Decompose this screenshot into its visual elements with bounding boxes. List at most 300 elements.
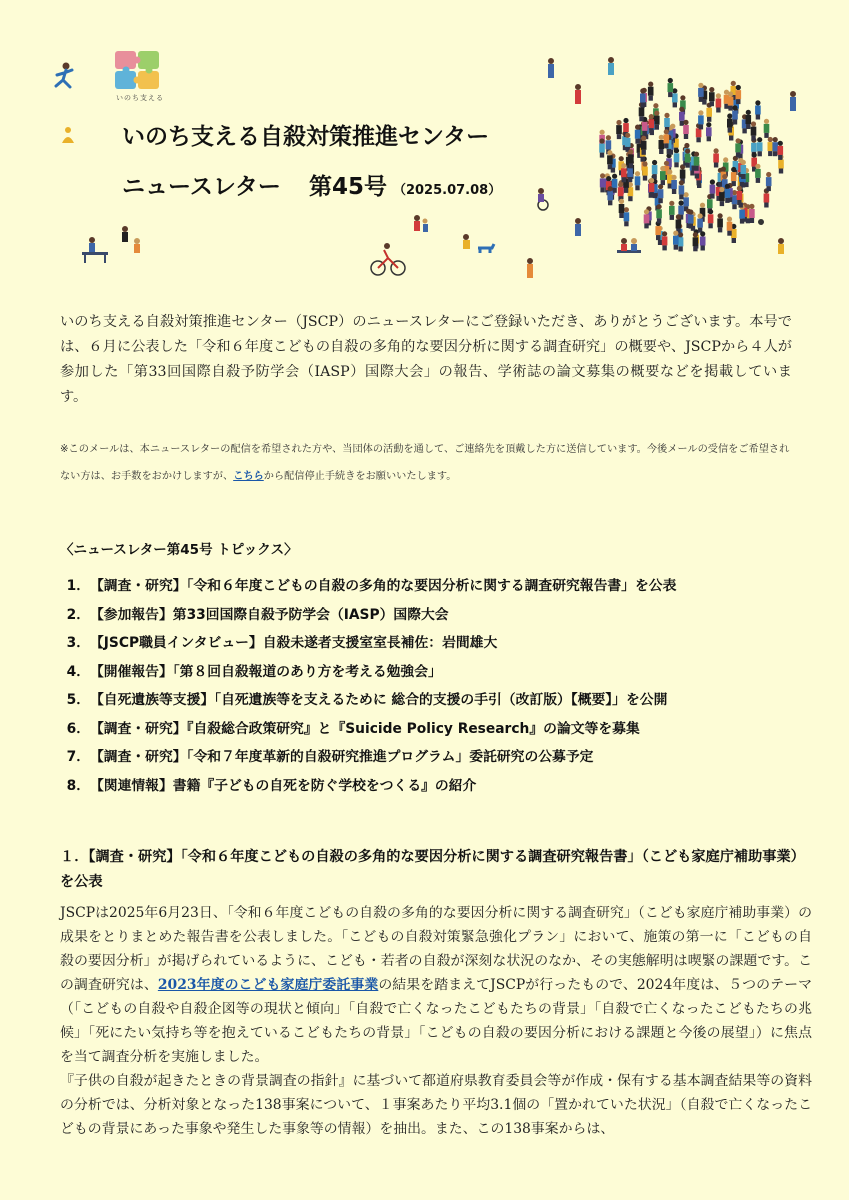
crowd-person-legs (659, 149, 663, 154)
crowd-person-body (764, 124, 770, 133)
crowd-person-body (674, 153, 680, 162)
crowd-person-legs (773, 151, 777, 156)
crowd-person-head (635, 125, 640, 130)
crowd-person-body (625, 138, 631, 147)
crowd-person-body (751, 127, 757, 136)
crowd-person-head (669, 201, 674, 206)
crowd-person-body (628, 187, 634, 196)
crowd-person-head (710, 179, 715, 184)
crowd-person-legs (718, 227, 722, 232)
crowd-person-body (678, 237, 684, 246)
crowd-person-body (621, 168, 627, 177)
crowd-person-legs (662, 245, 666, 250)
crowd-person-legs (641, 103, 645, 108)
crowd-person-body (627, 168, 633, 177)
crowd-person-head (619, 156, 624, 161)
crowd-person-head (612, 174, 617, 179)
crowd-person-head (674, 148, 679, 153)
crowd-person-head (600, 130, 605, 135)
crowd-person-head (737, 186, 742, 191)
crowd-person-head (716, 93, 721, 98)
crowd-person-body (710, 185, 716, 194)
crowd-person-head (718, 213, 723, 218)
crowd-person-head (664, 161, 669, 166)
crowd-person-legs (635, 139, 639, 144)
crowd-person-head (719, 187, 724, 192)
crowd-person-body (668, 83, 674, 92)
crowd-person-head (752, 152, 757, 157)
person-figure (62, 127, 74, 143)
crowd-person-head (727, 113, 732, 118)
crowd-person-legs (741, 174, 745, 179)
crowd-person-legs (639, 116, 643, 121)
crowd-person-body (635, 130, 641, 139)
crowd-person-legs (643, 176, 647, 181)
crowd-person-legs (736, 152, 740, 157)
crowd-person-body (641, 141, 647, 150)
crowd-person-body (737, 191, 743, 200)
crowd-person-legs (664, 143, 668, 148)
crowd-person-legs (617, 134, 621, 139)
crowd-person-head (679, 200, 684, 205)
crowd-person-body (731, 172, 737, 181)
crowd-person-body (683, 125, 689, 134)
crowd-person-body (719, 192, 725, 201)
crowd-person-legs (658, 198, 662, 203)
crowd-person-legs (655, 125, 659, 130)
newsletter-title: ニュースレター (122, 174, 281, 200)
crowd-person-body (649, 183, 655, 192)
crowd-person-legs (699, 124, 703, 129)
section1-body (60, 901, 812, 1141)
crowd-person-head (700, 231, 705, 236)
org-title: いのち支える自殺対策推進センター (122, 124, 490, 150)
crowd-person-body (736, 90, 742, 99)
crowd-person-body (768, 142, 774, 151)
crowd-person-head (628, 149, 633, 154)
crowd-person-legs (690, 171, 694, 176)
crowd-person-head (654, 111, 659, 116)
crowd-person-head (657, 204, 662, 209)
crowd-person-legs (624, 221, 628, 226)
crowd-person-body (648, 87, 654, 96)
crowd-person-body (669, 206, 675, 215)
crowd-person-head (698, 213, 703, 218)
crowd-person-legs (661, 180, 665, 185)
newsletter-title-line (122, 168, 501, 201)
topic-item[interactable]: 1．【調査・研究】「令和６年度こどもの自殺の多角的な要因分析に関する調査研究報告書」を公表 (66, 578, 677, 594)
crowd-person-body (612, 179, 618, 188)
crowd-person-head (635, 171, 640, 176)
crowd-person-body (741, 165, 747, 174)
jscp-logo-icon (114, 50, 160, 90)
crowd-person-body (671, 180, 677, 189)
crowd-person-legs (778, 155, 782, 160)
crowd-person-body (606, 140, 612, 149)
crowd-person-head (649, 178, 654, 183)
crowd-person-legs (622, 177, 626, 182)
crowd-person-head (698, 110, 703, 115)
topic-item[interactable]: 6．【調査・研究】『自殺総合政策研究』と『Suicide Policy Research』の論文等を募集 (66, 720, 640, 737)
crowd-person-body (716, 99, 722, 108)
section1-title: １．【調査・研究】「令和６年度こどもの自殺の多角的な要因分析に関する調査研究報告書」（こども家庭庁補助事業）を公表 (60, 849, 805, 890)
crowd-person-legs (716, 108, 720, 113)
crowd-person-legs (649, 128, 653, 133)
crowd-person-head (679, 107, 684, 112)
crowd-person-body (642, 122, 648, 131)
crowd-person-body (652, 165, 658, 174)
crowd-person-head (757, 137, 762, 142)
crowd-person-legs (670, 215, 674, 220)
section1-paragraph: JSCPは2025年6月23日、「令和６年度こどもの自殺の多角的な要因分析に関する調査研究」（こども家庭庁補助事業）の成果をとりまとめた報告書を公表しました。「こどもの自殺対策緊急強化プラン」において、施策の第一に「こどもの自殺の要因分析」が掲げられているように、こども・若者の自殺が深刻な状況のなか、その実態解明は喫緊の課題です。この調査研究は、2023年度のこども家庭庁委託事業の結果を踏まえてJSCPが行ったもので、2024年度は、５つのテーマ（「こどもの自殺や自殺企図等の現状と傾向」「自殺で亡くなったこどもたちの背景」「自殺で亡くなったこどもたちの兆候」「死にたい気持ち等を抱えているこどもたちの背景」「こどもの自殺の要因分析における課題と今後の展望」）に焦点を当て調査分析を実施しました。 (60, 905, 812, 1065)
crowd-person-head (680, 95, 685, 100)
logo-caption: いのち支える (116, 94, 164, 102)
crowd-person-body (764, 194, 770, 203)
crowd-person-body (725, 189, 731, 198)
crowd-person-head (727, 217, 732, 222)
crowd-person-body (654, 116, 660, 125)
crowd-person-legs (644, 223, 648, 228)
crowd-person-body (757, 142, 763, 151)
crowd-person-body (600, 178, 606, 187)
crowd-person-legs (612, 188, 616, 193)
crowd-person-body (755, 169, 761, 178)
issue-number: 第45号 (308, 174, 387, 200)
crowd-person-head (621, 163, 626, 168)
crowd-person-head (625, 133, 630, 138)
crowd-person-legs (699, 97, 703, 102)
crowd-person-legs (679, 194, 683, 199)
section1-paragraph: 『子供の自殺が起きたときの背景調査の指針』に基づいて都道府県教育委員会等が作成・保有する基本調査結果等の資料の分析では、分析対象となった138事案について、１事案あたり平均3.1個の「置かれていた状況」（自殺で亡くなったこどもの背景にあった事象や発生した事象等の情報）を抽出。また、この138事案からは、 (60, 1073, 812, 1137)
crowd-person-head (673, 231, 678, 236)
crowd-person-head (693, 232, 698, 237)
crowd-person-legs (697, 180, 701, 185)
crowd-person-legs (619, 213, 623, 218)
crowd-person-body (607, 155, 613, 164)
crowd-person-head (648, 82, 653, 87)
crowd-person-body (688, 215, 694, 224)
bench-figures (82, 226, 140, 263)
crowd-person-body (751, 143, 757, 152)
crowd-person-head (679, 180, 684, 185)
crowd-person-legs (720, 201, 724, 206)
crowd-person-head (714, 148, 719, 153)
topic-item[interactable]: 2．【参加報告】第33回国際自殺予防学会（IASP）国際大会 (66, 606, 449, 623)
crowd-person-body (697, 219, 703, 228)
crowd-person-body (727, 222, 733, 231)
crowd-person-legs (768, 151, 772, 156)
crowd-person-legs (608, 164, 612, 169)
crowd-person-body (698, 88, 704, 97)
crowd-person-legs (657, 218, 661, 223)
crowd-person-legs (685, 163, 689, 168)
crowd-person-head (600, 173, 605, 178)
crowd-person-legs (710, 194, 714, 199)
crowd-person-body (623, 123, 629, 132)
crowd-person-legs (656, 235, 660, 240)
crowd-person-body (717, 218, 723, 227)
crowd-person-legs (674, 245, 678, 250)
crowd-person-head (660, 166, 665, 171)
crowd-person-legs (624, 188, 628, 193)
topic-item[interactable]: 7．【調査・研究】「令和７年度革新的自殺研究推進プログラム」委託研究の公募予定 (66, 749, 594, 765)
crowd-person-body (635, 176, 641, 185)
crowd-person-legs (600, 153, 604, 158)
crowd-person-body (727, 119, 733, 128)
crowd-person-body (706, 108, 712, 117)
crowd-person-body (707, 199, 713, 208)
crowd-person-body (772, 142, 778, 151)
crowd-person-head (725, 184, 730, 189)
crowd-person-head (659, 135, 664, 140)
crowd-person-body (680, 170, 686, 179)
crowd-person-body (746, 115, 752, 124)
crowd-person-legs (751, 136, 755, 141)
crowd-person-head (694, 152, 699, 157)
cyclist-figure (371, 243, 405, 275)
crowd-person-body (639, 107, 645, 116)
crowd-person-body (766, 177, 772, 186)
commission-link[interactable]: 2023年度のこども家庭庁委託事業 (157, 977, 379, 993)
crowd-person-body (678, 206, 684, 215)
crowd-person-body (679, 112, 685, 121)
crowd-person-legs (635, 185, 639, 190)
crowd-person-legs (649, 192, 653, 197)
crowd-person-legs (658, 240, 662, 245)
crowd-person-legs (600, 187, 604, 192)
crowd-person-head (751, 121, 756, 126)
crowd-person-legs (628, 196, 632, 201)
crowd-person-body (778, 160, 784, 169)
crowd-person-legs (628, 177, 632, 182)
crowd-person-legs (649, 96, 653, 101)
crowd-person-legs (701, 246, 705, 251)
crowd-person-head (684, 143, 689, 148)
crowd-person-body (708, 214, 714, 223)
crowd-person-head (731, 81, 736, 86)
crowd-person-head (649, 114, 654, 119)
crowd-person-legs (672, 189, 676, 194)
crowd-person-legs (710, 101, 714, 106)
crowd-person-head (616, 120, 621, 125)
crowd-person-head (766, 172, 771, 177)
crowd-person-legs (736, 99, 740, 104)
crowd-person-body (696, 128, 702, 137)
crowd-person-body (778, 146, 784, 155)
crowd-person-body (739, 210, 745, 219)
crowd-person-head (652, 160, 657, 165)
crowd-person-head (722, 174, 727, 179)
intro-paragraph: いのち支える自殺対策推進センター（JSCP）のニュースレターにご登録いただき、ありがとうございます。本号では、６月に公表した「令和６年度こどもの自殺の多角的な要因分析に関する調査研究」の概要や、JSCPから４人が参加した「第33回国際自殺予防学会（IASP）国際大会」の報告、学術誌の論文募集の概要などを掲載しています。 (60, 314, 792, 405)
crowd-person-legs (725, 198, 729, 203)
crowd-person-body (685, 154, 691, 163)
crowd-person-legs (728, 128, 732, 133)
crowd-person-head (608, 186, 613, 191)
crowd-person-legs (740, 219, 744, 224)
crowd-person-head (662, 231, 667, 236)
runner-figure (56, 63, 72, 88)
crowd-person-head (688, 209, 693, 214)
crowd-person-head (755, 164, 760, 169)
crowd-person-head (732, 105, 737, 110)
crowd-person-legs (667, 149, 671, 154)
crowd-person-legs (673, 102, 677, 107)
topic-item[interactable]: 4．【開催報告】「第８回自殺報道のあり方を考える勉強会」 (66, 663, 442, 680)
crowd-person-head (736, 138, 741, 143)
crowd-person-head (641, 136, 646, 141)
crowd-person-body (640, 94, 646, 103)
crowd-person-legs (764, 203, 768, 208)
crowd-person-legs (737, 200, 741, 205)
crowd-person-legs (746, 124, 750, 129)
crowd-person-head (708, 209, 713, 214)
crowd-person-head (684, 192, 689, 197)
crowd-person-head (606, 176, 611, 181)
crowd-person-legs (714, 163, 718, 168)
crowd-person-head (668, 78, 673, 83)
crowd-person-legs (694, 166, 698, 171)
crowd-person-legs (629, 163, 633, 168)
notice-text-end: から配信停止手続きをお願いいたします。 (263, 471, 457, 482)
crowd-person-body (709, 92, 715, 101)
crowd-person-legs (733, 120, 737, 125)
crowd-person-legs (729, 136, 733, 141)
crowd-person-body (607, 191, 613, 200)
crowd-person-head (599, 138, 604, 143)
crowd-person-head (706, 122, 711, 127)
crowd-person-head (723, 157, 728, 162)
crowd-person-body (624, 212, 630, 221)
crowd-person-body (749, 209, 755, 218)
unsubscribe-link[interactable]: こちら (233, 471, 264, 482)
crowd-person-head (764, 119, 769, 124)
crowd-person-body (694, 157, 700, 166)
crowd-person-head (606, 135, 611, 140)
crowd-person-head (746, 110, 751, 115)
crowd-person-head (676, 214, 681, 219)
crowd-person-legs (668, 92, 672, 97)
crowd-person-body (706, 127, 712, 136)
crowd-person-body (755, 106, 761, 115)
crowd-person-head (728, 91, 733, 96)
crowd-person-head (640, 88, 645, 93)
crowd-person-legs (643, 131, 647, 136)
crowd-person-legs (707, 117, 711, 122)
crowd-person-legs (732, 238, 736, 243)
crowd-person-body (658, 189, 664, 198)
crowd-person-legs (693, 246, 697, 251)
crowd-person-head (664, 113, 669, 118)
crowd-person-head (698, 83, 703, 88)
crowd-person-legs (779, 169, 783, 174)
crowd-person-head (664, 129, 669, 134)
crowd-person-body (660, 171, 666, 180)
crowd-person-head (736, 85, 741, 90)
crowd-person-legs (689, 224, 693, 229)
crowd-person-head (755, 100, 760, 105)
crowd-person-body (618, 187, 624, 196)
crowd-person-body (664, 134, 670, 143)
crowd-person-body (616, 125, 622, 134)
unsubscribe-notice (60, 436, 798, 490)
crowd-person-head (709, 87, 714, 92)
crowd-person-body (713, 154, 719, 163)
crowd-person-legs (674, 162, 678, 167)
crowd-person-legs (750, 218, 754, 223)
crowd-person-body (698, 115, 704, 124)
crowd-person-body (619, 204, 625, 213)
topic-item[interactable]: 5．【自死遺族等支援】「自死遺族等を支えるために 総合的支援の手引（改訂版）【概要】」を公開 (66, 692, 668, 708)
crowd-person-body (672, 93, 678, 102)
crowd-person-body (700, 237, 706, 246)
crowd-person-legs (758, 151, 762, 156)
crowd-person-body (679, 185, 685, 194)
crowd-person-body (599, 144, 605, 153)
topic-item[interactable]: 8．【関連情報】書籍『子どもの自死を防ぐ学校をつくる』の紹介 (66, 777, 477, 794)
crowd-person-body (676, 220, 682, 229)
issue-date: （2025.07.08） (392, 183, 502, 198)
crowd-person-body (673, 236, 679, 245)
crowd-person-head (749, 204, 754, 209)
crowd-person-head (642, 161, 647, 166)
crowd-illustration (540, 40, 840, 280)
crowd-person-legs (727, 231, 731, 236)
crowd-person-legs (642, 150, 646, 155)
crowd-person-head (624, 207, 629, 212)
crowd-person-head (778, 141, 783, 146)
crowd-person-legs (728, 106, 732, 111)
crowd-person-head (607, 150, 612, 155)
crowd-person-body (659, 140, 665, 149)
crowd-person-head (700, 203, 705, 208)
crowd-person-legs (732, 204, 736, 209)
crowd-person-head (618, 182, 623, 187)
crowd-person-legs (678, 246, 682, 251)
crowd-person-head (741, 160, 746, 165)
crowd-person-head (672, 175, 677, 180)
topic-item[interactable]: 3．【JSCP職員インタビュー】自殺未遂者支援室室長補佐：岩間雄大 (66, 635, 498, 651)
crowd-person-body (628, 154, 634, 163)
crowd-person-legs (696, 137, 700, 142)
topics-list (60, 572, 820, 800)
crowd-person-legs (641, 157, 645, 162)
crowd-person-head (773, 137, 778, 142)
crowd-person-legs (764, 133, 768, 138)
family-figures (414, 215, 494, 253)
crowd-person-legs (742, 128, 746, 133)
crowd-person-body (735, 143, 741, 152)
crowd-person-head (644, 209, 649, 214)
crowd-person-head (685, 149, 690, 154)
crowd-person-body (728, 97, 734, 106)
topics-heading: 〈ニュースレター第45号 トピックス〉 (60, 542, 298, 558)
crowd-person-legs (608, 200, 612, 205)
crowd-person-body (649, 119, 655, 128)
crowd-person-head (721, 167, 726, 172)
crowd-person-head (768, 137, 773, 142)
crowd-person-body (664, 118, 670, 127)
crowd-person-legs (767, 186, 771, 191)
crowd-person-legs (756, 115, 760, 120)
crowd-person-head (653, 103, 658, 108)
crowd-person-legs (707, 136, 711, 141)
crowd-person-head (667, 169, 672, 174)
crowd-person-body (732, 111, 738, 120)
crowd-person-body (644, 214, 650, 223)
crowd-person-body (683, 197, 689, 206)
crowd-person-body (662, 236, 668, 245)
crowd-person-head (619, 199, 624, 204)
